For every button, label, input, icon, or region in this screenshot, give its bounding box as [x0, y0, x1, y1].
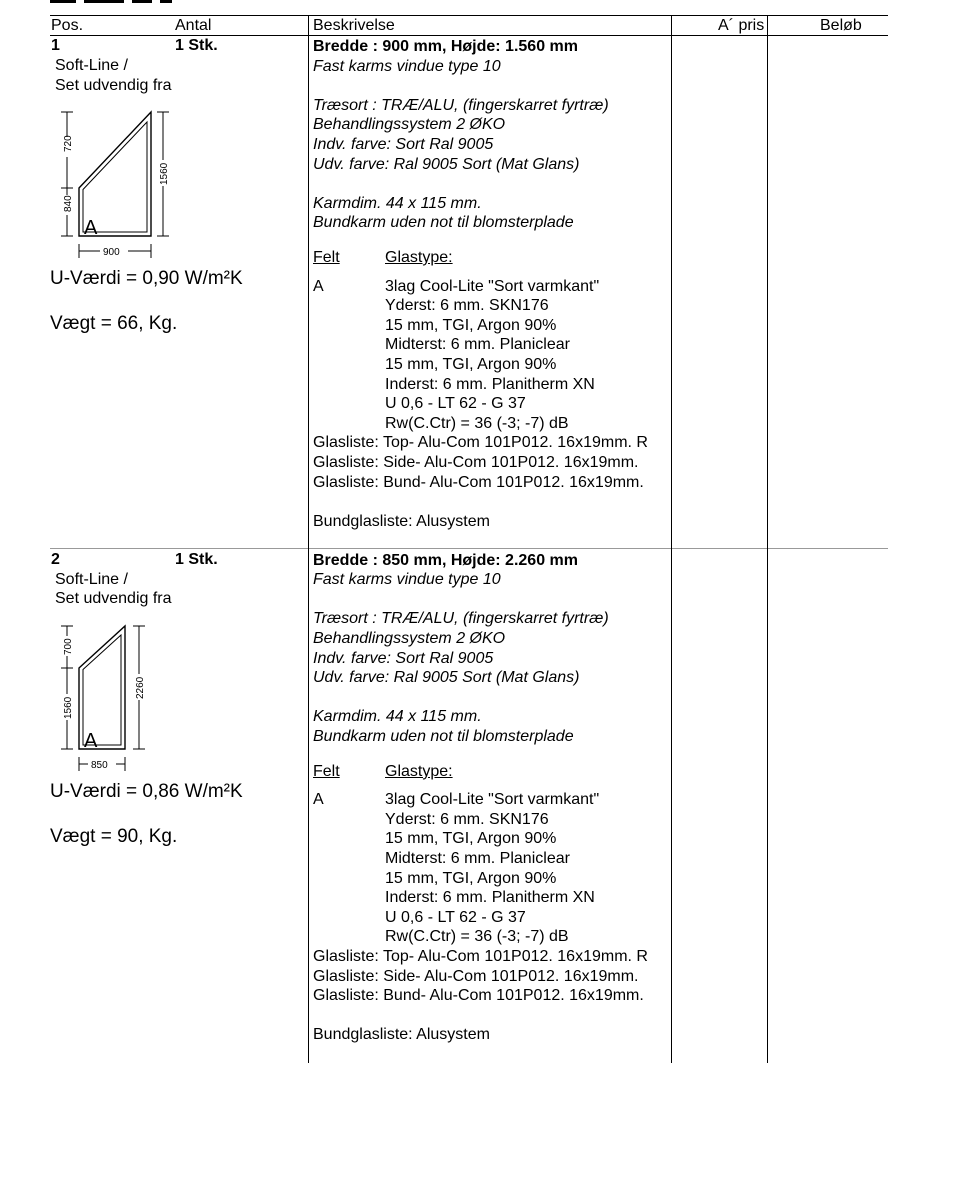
felt-label: Felt: [313, 762, 340, 780]
glasliste-line: Glasliste: Bund- Alu-Com 101P012. 16x19mm.: [313, 987, 644, 1005]
item-inside-color: Indv. farve: Sort Ral 9005: [313, 649, 494, 667]
dim-width: 900: [103, 247, 120, 258]
item-type-line2: Set udvendig fra: [55, 76, 172, 94]
weight: Vægt = 90, Kg.: [50, 826, 178, 847]
item-outside-color: Udv. farve: Ral 9005 Sort (Mat Glans): [313, 155, 580, 173]
item-wood: Træsort : TRÆ/ALU, (fingerskarret fyrtræ): [313, 96, 609, 114]
item-outside-color: Udv. farve: Ral 9005 Sort (Mat Glans): [313, 669, 580, 687]
header-a-pris: A´ pris: [718, 17, 765, 34]
dim-bottom: 840: [63, 195, 74, 212]
window-frame-inner: [83, 122, 147, 232]
glass-line: Yderst: 6 mm. SKN176: [385, 810, 549, 828]
header-top-rule: [50, 15, 888, 16]
glass-line: Inderst: 6 mm. Planitherm XN: [385, 375, 595, 393]
field-label: A: [84, 730, 98, 752]
field-label: A: [84, 217, 98, 239]
dim-width: 850: [91, 760, 108, 771]
column-divider-description: [308, 15, 309, 1063]
dim-top: 720: [63, 135, 74, 152]
window-drawing: [55, 108, 185, 263]
glass-line: Midterst: 6 mm. Planiclear: [385, 336, 570, 354]
dim-height: 1560: [159, 162, 170, 185]
dim-bottom: 1560: [63, 696, 74, 719]
item-bottom-frame: Bundkarm uden not til blomsterplade: [313, 728, 574, 745]
glastype-label: Glastype:: [385, 762, 453, 780]
item-frame-dim: Karmdim. 44 x 115 mm.: [313, 194, 482, 212]
cropped-top-fragment: [50, 0, 280, 3]
felt-label: Felt: [313, 249, 340, 266]
item-pos: 1: [51, 37, 60, 54]
glasliste-line: Glasliste: Top- Alu-Com 101P012. 16x19mm. R: [313, 948, 648, 965]
dim-height: 2260: [135, 676, 146, 699]
item-type-line1: Soft-Line /: [55, 57, 128, 74]
window-frame-inner: [83, 635, 121, 745]
glass-line: Rw(C.Ctr) = 36 (-3; -7) dB: [385, 928, 569, 946]
dim-top: 700: [63, 638, 74, 655]
item-size: Bredde : 900 mm, Højde: 1.560 mm: [313, 38, 578, 55]
item-inside-color: Indv. farve: Sort Ral 9005: [313, 136, 494, 153]
glasliste-line: Glasliste: Side- Alu-Com 101P012. 16x19mm.: [313, 967, 639, 985]
glass-line: 15 mm, TGI, Argon 90%: [385, 356, 557, 373]
glass-line: Rw(C.Ctr) = 36 (-3; -7) dB: [385, 414, 569, 432]
glass-line: 15 mm, TGI, Argon 90%: [385, 316, 557, 334]
item-wood: Træsort : TRÆ/ALU, (fingerskarret fyrtræ): [313, 610, 609, 628]
weight: Vægt = 66, Kg.: [50, 313, 178, 334]
bundglasliste: Bundglasliste: Alusystem: [313, 1026, 490, 1044]
item-type-line1: Soft-Line /: [55, 570, 128, 588]
bundglasliste: Bundglasliste: Alusystem: [313, 512, 490, 530]
item-frame-dim: Karmdim. 44 x 115 mm.: [313, 708, 482, 726]
item-treatment: Behandlingssystem 2 ØKO: [313, 116, 506, 134]
glass-line: Midterst: 6 mm. Planiclear: [385, 850, 570, 867]
glastype-label: Glastype:: [385, 249, 453, 266]
header-antal: Antal: [175, 17, 212, 34]
glass-line: 15 mm, TGI, Argon 90%: [385, 869, 557, 887]
felt-value: A: [313, 791, 324, 809]
item-window-type: Fast karms vindue type 10: [313, 57, 501, 75]
item-pos: 2: [51, 551, 60, 568]
glass-line: U 0,6 - LT 62 - G 37: [385, 908, 526, 926]
glass-line: Yderst: 6 mm. SKN176: [385, 297, 549, 315]
item-window-type: Fast karms vindue type 10: [313, 571, 501, 589]
item-quantity: 1 Stk.: [175, 551, 218, 568]
header-belob: Beløb: [820, 17, 862, 34]
glasliste-line: Glasliste: Side- Alu-Com 101P012. 16x19mm.: [313, 454, 639, 471]
window-drawing: [55, 622, 185, 777]
item-bottom-frame: Bundkarm uden not til blomsterplade: [313, 214, 574, 232]
glasliste-line: Glasliste: Bund- Alu-Com 101P012. 16x19mm.: [313, 473, 644, 491]
item-type-line2: Set udvendig fra: [55, 590, 172, 608]
glass-line: U 0,6 - LT 62 - G 37: [385, 395, 526, 413]
glass-line: 3lag Cool-Lite "Sort varmkant": [385, 791, 600, 809]
felt-value: A: [313, 277, 324, 295]
glass-line: 3lag Cool-Lite "Sort varmkant": [385, 277, 600, 295]
item-quantity: 1 Stk.: [175, 37, 218, 54]
column-divider-amount: [767, 15, 768, 1063]
u-value: U-Værdi = 0,86 W/m²K: [50, 781, 243, 802]
header-beskrivelse: Beskrivelse: [313, 17, 395, 34]
item-treatment: Behandlingssystem 2 ØKO: [313, 630, 506, 647]
column-divider-price: [671, 15, 672, 1063]
item-size: Bredde : 850 mm, Højde: 2.260 mm: [313, 551, 578, 569]
header-pos: Pos.: [51, 17, 84, 34]
glass-line: 15 mm, TGI, Argon 90%: [385, 830, 557, 848]
row-separator: [50, 548, 888, 549]
glasliste-line: Glasliste: Top- Alu-Com 101P012. 16x19mm. R: [313, 434, 648, 452]
header-bottom-rule: [50, 35, 888, 36]
u-value: U-Værdi = 0,90 W/m²K: [50, 268, 243, 289]
glass-line: Inderst: 6 mm. Planitherm XN: [385, 889, 595, 907]
